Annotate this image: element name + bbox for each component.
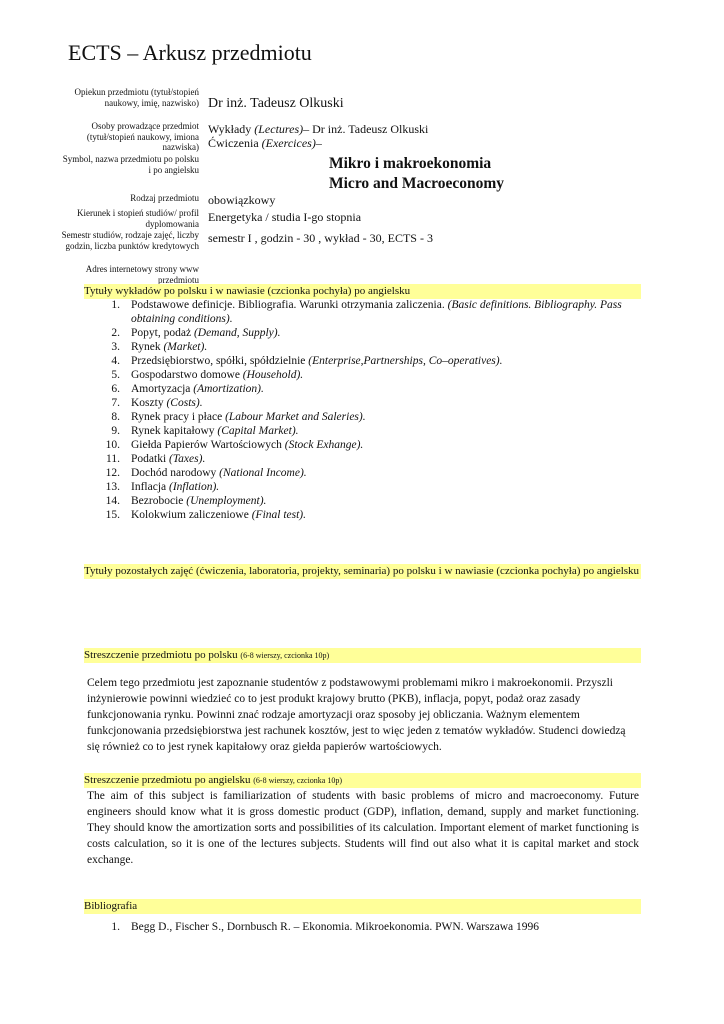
lecture-title-en: (Basic definitions. Bibliography. Pass obtaining conditions). — [131, 299, 622, 325]
lecture-item — [84, 466, 641, 480]
summary-en-text: The aim of this subject is familiarization of students with basic problems of micro and macroeconomy. Future engineers should know what it is gross domestic product (GDP), inflation, demand, supply and market functioning. They should know the amortization sorts and possibilities of its calculation. Important element of market functioning is costs calculation, so it is one of the lectures subjects. Students will find out also what it is capital market and stock exchange. — [87, 790, 639, 866]
other-classes-section-header: Tytuły pozostałych zajęć (ćwiczenia, laboratoria, projekty, seminaria) po polsku i w nawiasie (czcionka pochyła) po angielsku — [84, 565, 640, 577]
coordinator-value: Dr inż. Tadeusz Olkuski — [208, 96, 344, 111]
lectures-label-en: (Lectures) — [254, 122, 304, 136]
lecture-item — [84, 494, 641, 508]
label-teachers: Osoby prowadzące przedmiot (tytuł/stopień naukowy, imiona nazwiska) — [86, 121, 199, 152]
lecture-number: 6. — [111, 383, 120, 395]
lecture-title-pl: Giełda Papierów Wartościowych — [131, 439, 282, 451]
field-value: Energetyka / studia I-go stopnia — [208, 210, 362, 224]
summary-en-note: (6-8 wierszy, czcionka 10p) — [253, 776, 343, 785]
lecture-item — [84, 298, 641, 326]
page-title: ECTS – Arkusz przedmiotu — [68, 40, 312, 65]
lectures-list — [84, 298, 641, 522]
bibliography-text: Begg D., Fischer S., Dornbusch R. – Ekonomia. Mikroekonomia. PWN. Warszawa 1996 — [131, 921, 540, 933]
bibliography-section-header: Bibliografia — [84, 899, 641, 914]
lecture-number: 9. — [111, 425, 120, 437]
lecture-number: 14. — [105, 495, 120, 507]
lecture-number: 11. — [106, 453, 120, 465]
lecture-number: 13. — [105, 481, 120, 493]
lecture-title-pl: Przedsiębiorstwo, spółki, spółdzielnie — [131, 355, 306, 367]
lecture-item — [84, 326, 641, 340]
lecture-title-en: (Market). — [163, 341, 208, 353]
lectures-section-header: Tytuły wykładów po polsku i w nawiasie (czcionka pochyła) po angielsku — [84, 284, 641, 299]
lecture-item — [84, 438, 641, 452]
bibliography-item — [84, 920, 641, 935]
lecture-title-en: (Taxes). — [169, 453, 206, 465]
lectures-teacher-row — [208, 122, 428, 137]
lecture-title-pl: Rynek — [131, 341, 161, 353]
lecture-title-en: (Enterprise,Partnerships, Co–operatives). — [308, 355, 503, 367]
lecture-number: 4. — [111, 355, 120, 367]
lecture-title-pl: Popyt, podaż — [131, 327, 192, 339]
lecture-title-pl: Inflacja — [131, 481, 167, 493]
bibliography-list — [84, 920, 641, 935]
lecture-number: 1. — [111, 299, 120, 311]
subject-type-value: obowiązkowy — [208, 193, 276, 207]
lecture-number: 7. — [111, 397, 120, 409]
lecture-item — [84, 354, 641, 368]
exercises-teacher: – — [315, 136, 322, 150]
lecture-number: 12. — [105, 467, 120, 479]
exercises-label-en: (Exercices) — [261, 136, 316, 150]
lecture-title-pl: Rynek kapitałowy — [131, 425, 215, 437]
semester-value: semestr I , godzin - 30 , wykład - 30, ECTS - 3 — [208, 231, 433, 245]
lecture-number: 2. — [111, 327, 120, 339]
lecture-title-en: (Final test). — [251, 509, 307, 521]
summary-pl-text: Celem tego przedmiotu jest zapoznanie studentów z podstawowymi problemami mikro i makroekonomii. Przyszli inżynierowie powinni wiedzieć co to jest produkt krajowy brutto (PKB), inflacja, popyt, podaż oraz zasady funkcjonowania rynku. Powinni znać rodzaje amortyzacji oraz sposoby jej obliczania. Ważnym elementem funkcjonowania przedsiębiorstwa jest rachunek kosztów, jest to więc jeden z tematów wykładów. Studenci dowiedzą się również co to jest rynek kapitałowy oraz giełda papierów wartościowych. — [87, 677, 626, 753]
lecture-title-en: (Capital Market). — [217, 425, 299, 437]
lecture-number: 8. — [111, 411, 120, 423]
lecture-title-pl: Podstawowe definicje. Bibliografia. Warunki otrzymania zaliczenia. — [131, 299, 445, 311]
lecture-title-en: (Demand, Supply). — [193, 327, 281, 339]
lecture-item — [84, 410, 641, 424]
lecture-title-en: (Household). — [242, 369, 304, 381]
lecture-title-pl: Bezrobocie — [131, 495, 184, 507]
summary-en-title: Streszczenie przedmiotu po angielsku — [84, 774, 251, 786]
lecture-title-pl: Rynek pracy i płace — [131, 411, 223, 423]
lecture-item — [84, 396, 641, 410]
lecture-number: 10. — [105, 439, 120, 451]
lecture-number: 3. — [111, 341, 120, 353]
lecture-title-pl: Koszty — [131, 397, 164, 409]
subject-name-pl: Mikro i makroekonomia — [329, 155, 492, 172]
lecture-title-pl: Podatki — [131, 453, 167, 465]
lectures-teacher: – Dr inż. Tadeusz Olkuski — [303, 122, 429, 136]
lecture-item — [84, 424, 641, 438]
lectures-label: Wykłady — [208, 122, 252, 136]
label-semester: Semestr studiów, rodzaje zajęć, liczby godzin, liczba punktów kredytowych — [61, 230, 199, 251]
lecture-title-en: (Labour Market and Saleries). — [225, 411, 366, 423]
label-type: Rodzaj przedmiotu — [130, 193, 199, 203]
lecture-item — [84, 508, 641, 522]
lecture-title-en: (Inflation). — [169, 481, 220, 493]
lecture-title-pl: Amortyzacja — [131, 383, 191, 395]
label-symbol: Symbol, nazwa przedmiotu po polsku i po angielsku — [62, 154, 199, 175]
bibliography-number: 1. — [111, 921, 120, 933]
lecture-title-pl: Kolokwium zaliczeniowe — [131, 509, 249, 521]
lecture-item — [84, 382, 641, 396]
summary-pl-note: (6-8 wierszy, czcionka 10p) — [240, 651, 330, 660]
summary-en-section-header — [84, 773, 641, 788]
lecture-item — [84, 452, 641, 466]
lecture-item — [84, 368, 641, 382]
lecture-title-pl: Gospodarstwo domowe — [131, 369, 240, 381]
lecture-number: 15. — [105, 509, 120, 521]
label-coordinator: Opiekun przedmiotu (tytuł/stopień naukowy, imię, nazwisko) — [74, 87, 199, 108]
lecture-title-en: (National Income). — [219, 467, 307, 479]
subject-name-en: Micro and Macroeconomy — [329, 175, 505, 192]
summary-pl-section-header — [84, 648, 641, 663]
lecture-item — [84, 340, 641, 354]
lecture-title-en: (Costs). — [166, 397, 203, 409]
lecture-title-en: (Amortization). — [193, 383, 264, 395]
lecture-title-en: (Stock Exhange). — [284, 439, 364, 451]
label-field: Kierunek i stopień studiów/ profil dyplomowania — [77, 208, 199, 229]
lecture-item — [84, 480, 641, 494]
summary-pl-title: Streszczenie przedmiotu po polsku — [84, 649, 238, 661]
lecture-title-pl: Dochód narodowy — [131, 467, 217, 479]
exercises-teacher-row — [208, 136, 322, 151]
lecture-number: 5. — [111, 369, 120, 381]
exercises-label: Ćwiczenia — [208, 136, 259, 150]
lecture-title-en: (Unemployment). — [186, 495, 267, 507]
label-website: Adres internetowy strony www przedmiotu — [85, 264, 199, 285]
